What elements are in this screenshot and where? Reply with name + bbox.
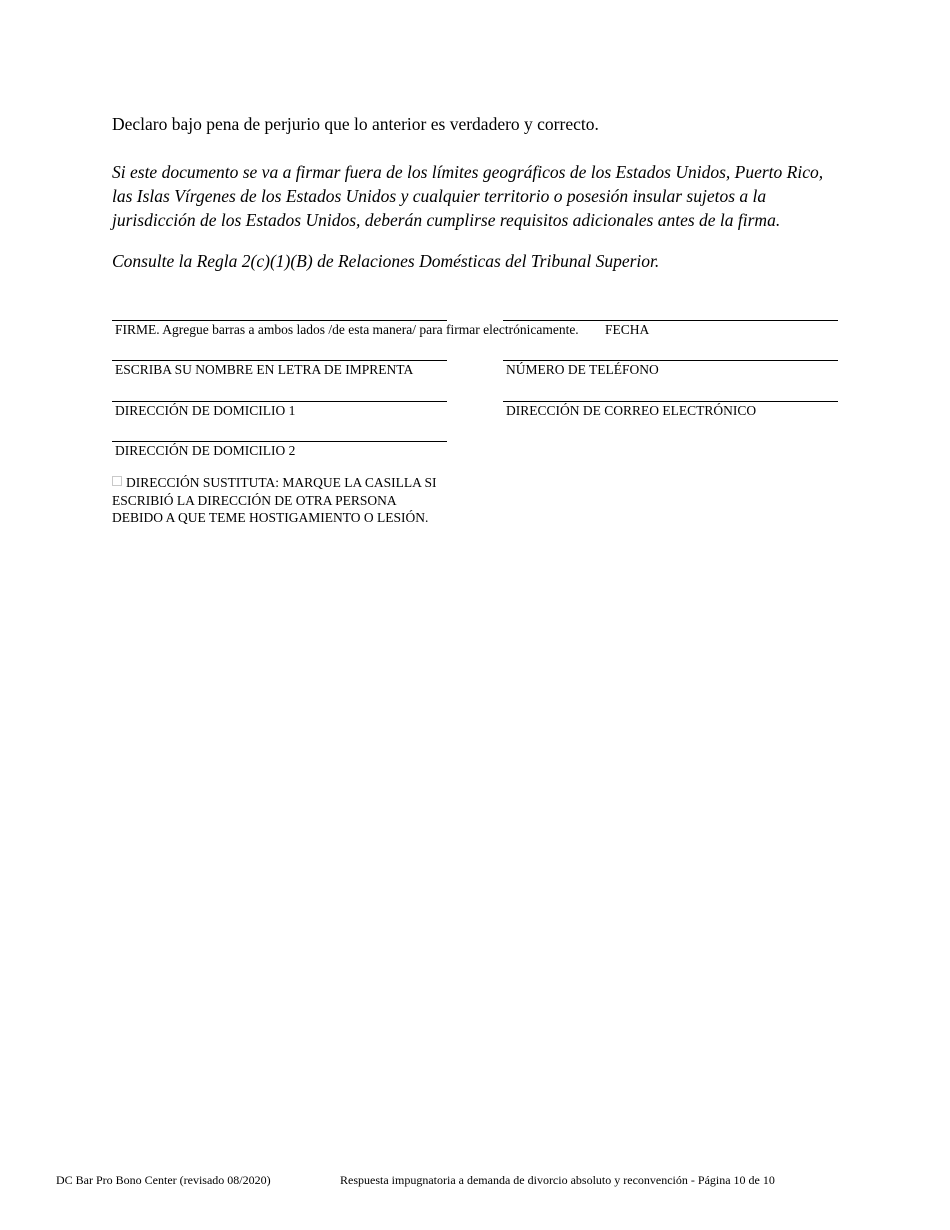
address-2-label: DIRECCIÓN DE DOMICILIO 2: [115, 443, 296, 458]
signature-label: FIRME. Agregue barras a ambos lados /de esta manera/ para firmar electrónicamente.: [115, 322, 579, 337]
phone-line[interactable]: [503, 360, 838, 361]
date-line[interactable]: [503, 320, 838, 321]
email-line[interactable]: [503, 401, 838, 402]
rule-reference-text: Consulte la Regla 2(c)(1)(B) de Relaciones Domésticas del Tribunal Superior.: [112, 251, 660, 271]
warning-text: Si este documento se va a firmar fuera de los límites geográficos de los Estados Unidos, Puerto Rico, las Islas Vírgenes de los Estados Unidos y cualquier territorio o posesión insular sujetos a la jurisdicción de los Estados Unidos, deberán cumplirse requisitos adicionales antes de la firma.: [112, 162, 824, 230]
footer-left: DC Bar Pro Bono Center (revisado 08/2020): [56, 1173, 271, 1187]
footer-right: Respuesta impugnatoria a demanda de divorcio absoluto y reconvención - Página 10 de 10: [340, 1173, 775, 1187]
date-label: FECHA: [605, 322, 650, 337]
address-1-label: DIRECCIÓN DE DOMICILIO 1: [115, 403, 296, 418]
declaration-text: Declaro bajo pena de perjurio que lo anterior es verdadero y correcto.: [112, 114, 599, 134]
printed-name-label: ESCRIBA SU NOMBRE EN LETRA DE IMPRENTA: [115, 362, 414, 377]
signing-abroad-warning: [112, 160, 842, 232]
signature-line[interactable]: [112, 320, 447, 321]
substitute-address-label: DIRECCIÓN SUSTITUTA: MARQUE LA CASILLA SI ESCRIBIÓ LA DIRECCIÓN DE OTRA PERSONA DEBIDO A QUE TEME HOSTIGAMIENTO O LESIÓN.: [112, 475, 437, 525]
substitute-address-option: [112, 474, 442, 527]
printed-name-line[interactable]: [112, 360, 447, 361]
email-label: DIRECCIÓN DE CORREO ELECTRÓNICO: [506, 403, 757, 418]
phone-label: NÚMERO DE TELÉFONO: [506, 362, 659, 377]
address-1-line[interactable]: [112, 401, 447, 402]
address-2-line[interactable]: [112, 441, 447, 442]
substitute-address-checkbox[interactable]: [112, 476, 122, 486]
